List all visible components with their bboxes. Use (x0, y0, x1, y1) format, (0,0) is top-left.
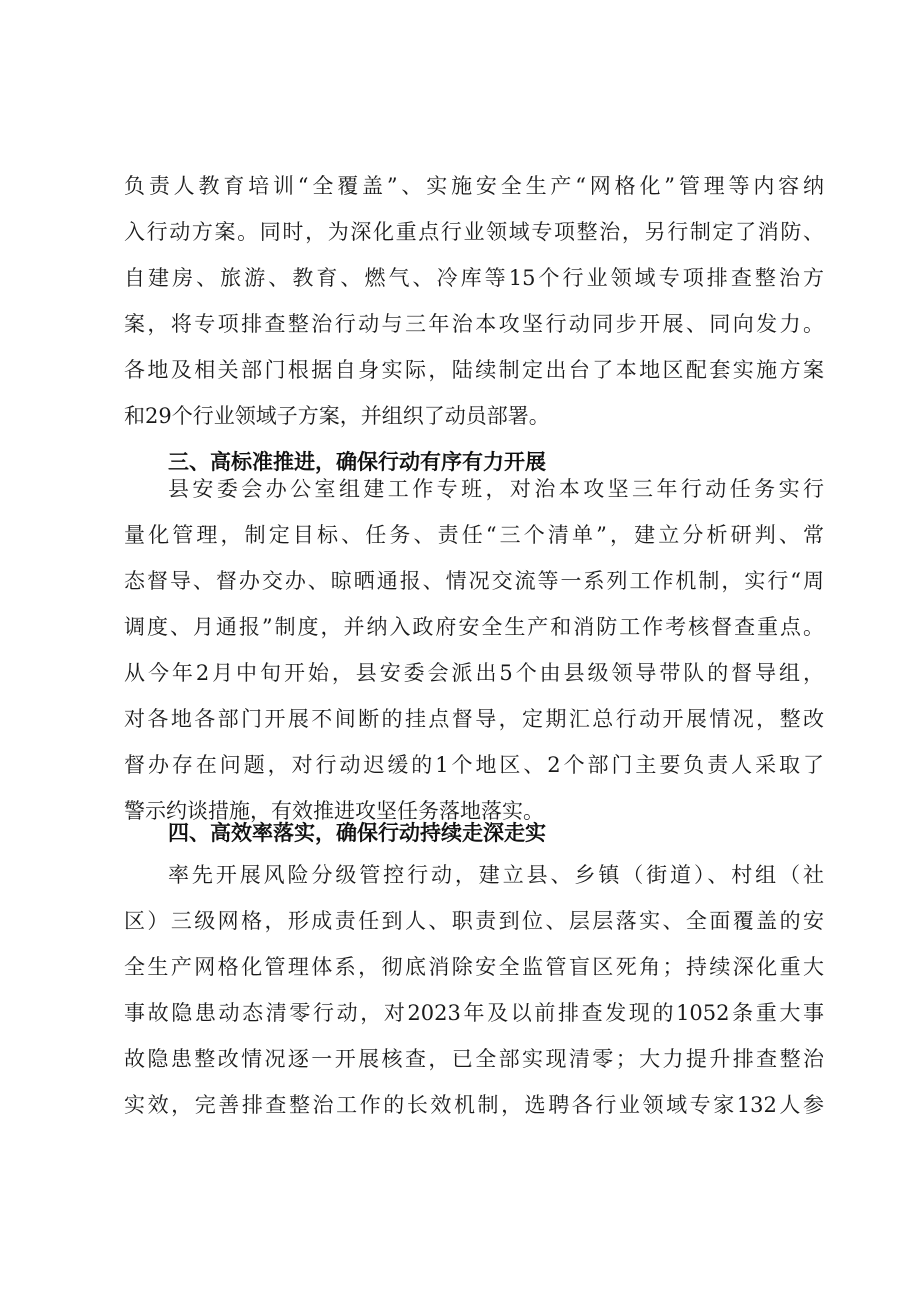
paragraph-1 (124, 163, 824, 439)
paragraph-2 (124, 466, 824, 834)
paragraph-line: 对各地各部门开展不间断的挂点督导，定期汇总行动开展情况，整改 (124, 707, 824, 731)
paragraph-line: 和29个行业领域子方案，并组织了动员部署。 (124, 404, 550, 428)
section-heading-4: 四、高效率落实，确保行动持续走深走实 (168, 821, 546, 845)
paragraph-line: 案，将专项排查整治行动与三年治本攻坚行动同步开展、同向发力。 (124, 312, 824, 336)
paragraph-line: 实效，完善排查整治工作的长效机制，选聘各行业领域专家132人参 (124, 1093, 824, 1117)
paragraph-line: 调度、月通报”制度，并纳入政府安全生产和消防工作考核督查重点。 (124, 615, 824, 639)
paragraph-line: 从今年2月中旬开始，县安委会派出5个由县级领导带队的督导组， (124, 661, 824, 685)
section-heading-3: 三、高标准推进，确保行动有序有力开展 (168, 450, 546, 474)
paragraph-line: 区）三级网格，形成责任到人、职责到位、层层落实、全面覆盖的安 (124, 909, 824, 933)
paragraph-line: 故隐患整改情况逐一开展核查，已全部实现清零；大力提升排查整治 (124, 1047, 824, 1071)
paragraph-line: 态督导、督办交办、晾晒通报、情况交流等一系列工作机制，实行“周 (124, 569, 824, 593)
paragraph-line: 全生产网格化管理体系，彻底消除安全监管盲区死角；持续深化重大 (124, 955, 824, 979)
paragraph-line: 入行动方案。同时，为深化重点行业领域专项整治，另行制定了消防、 (124, 220, 824, 244)
paragraph-line: 量化管理，制定目标、任务、责任“三个清单”，建立分析研判、常 (124, 523, 824, 547)
paragraph-line: 自建房、旅游、教育、燃气、冷库等15个行业领域专项排查整治方 (124, 266, 824, 290)
paragraph-line: 警示约谈措施，有效推进攻坚任务落地落实。 (124, 799, 544, 823)
paragraph-line: 率先开展风险分级管控行动，建立县、乡镇（街道）、村组（社 (168, 863, 824, 887)
paragraph-3 (124, 852, 824, 1128)
paragraph-line: 负责人教育培训“全覆盖”、实施安全生产“网格化”管理等内容纳 (124, 174, 824, 198)
paragraph-line: 各地及相关部门根据自身实际，陆续制定出台了本地区配套实施方案 (124, 358, 824, 382)
paragraph-line: 事故隐患动态清零行动，对2023年及以前排查发现的1052条重大事 (124, 1001, 824, 1025)
paragraph-line: 督办存在问题，对行动迟缓的1个地区、2个部门主要负责人采取了 (124, 753, 824, 777)
paragraph-line: 县安委会办公室组建工作专班，对治本攻坚三年行动任务实行 (168, 477, 824, 501)
